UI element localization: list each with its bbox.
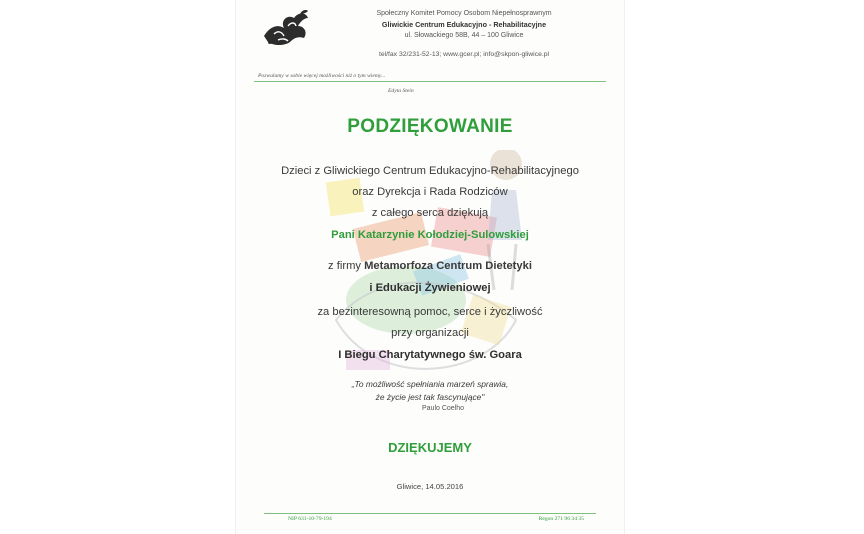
quote-line-2: że życie jest tak fascynujące" [375, 392, 485, 402]
place-and-date: Gliwice, 14.05.2016 [396, 482, 464, 491]
thanks-phrase: z całego serca dziękują [371, 207, 489, 219]
organization-header [344, 8, 584, 41]
header-divider [254, 81, 606, 82]
org-name-line: Społeczny Komitet Pomocy Osobom Niepełnosprawnym [376, 10, 552, 17]
footer-divider [264, 513, 596, 514]
senders-line-2: oraz Dyrekcja i Rada Rodziców [352, 186, 508, 198]
nip-number: NIP 631-10-79-194 [288, 516, 332, 522]
contact-line: tel/fax 32/231-52-13; www.gcer.pl; info@skpon-gliwice.pl [378, 51, 550, 58]
motto-text: Pozwalamy w sobie więcej możliwości niż o tym wiemy... [258, 73, 386, 79]
recipient-name: Pani Katarzynie Kołodziej-Sulowskiej [331, 229, 529, 241]
document-title: PODZIĘKOWANIE [347, 116, 513, 137]
center-name-line: Gliwickie Centrum Edukacyjno - Rehabilitacyjne [381, 20, 547, 29]
senders-line: Dzieci z Gliwickiego Centrum Edukacyjno-Rehabilitacyjnego [281, 165, 579, 177]
occasion-line: przy organizacji [391, 327, 469, 339]
quote-line-1: „To możliwość spełniania marzeń sprawia, [351, 379, 509, 389]
company-name-cont: i Edukacji Żywieniowej [369, 282, 491, 294]
quote-author: Paulo Coelho [422, 405, 465, 412]
company-prefix: z firmy [328, 260, 365, 272]
reason-line: za bezinteresowną pomoc, serce i życzliwość [317, 306, 543, 318]
company-name: Metamorfoza Centrum Dietetyki [364, 260, 532, 272]
address-line: ul. Słowackiego 58B, 44 – 100 Gliwice [404, 32, 524, 39]
hands-logo-icon [260, 6, 312, 50]
closing-thanks: DZIĘKUJEMY [388, 440, 472, 455]
motto-author: Edyta Stein [388, 88, 414, 94]
company-line [236, 260, 624, 272]
thank-you-letter [236, 0, 624, 534]
event-name: I Biegu Charytatywnego św. Goara [338, 349, 522, 361]
regon-number: Regon 271 96 34 35 [538, 516, 584, 522]
